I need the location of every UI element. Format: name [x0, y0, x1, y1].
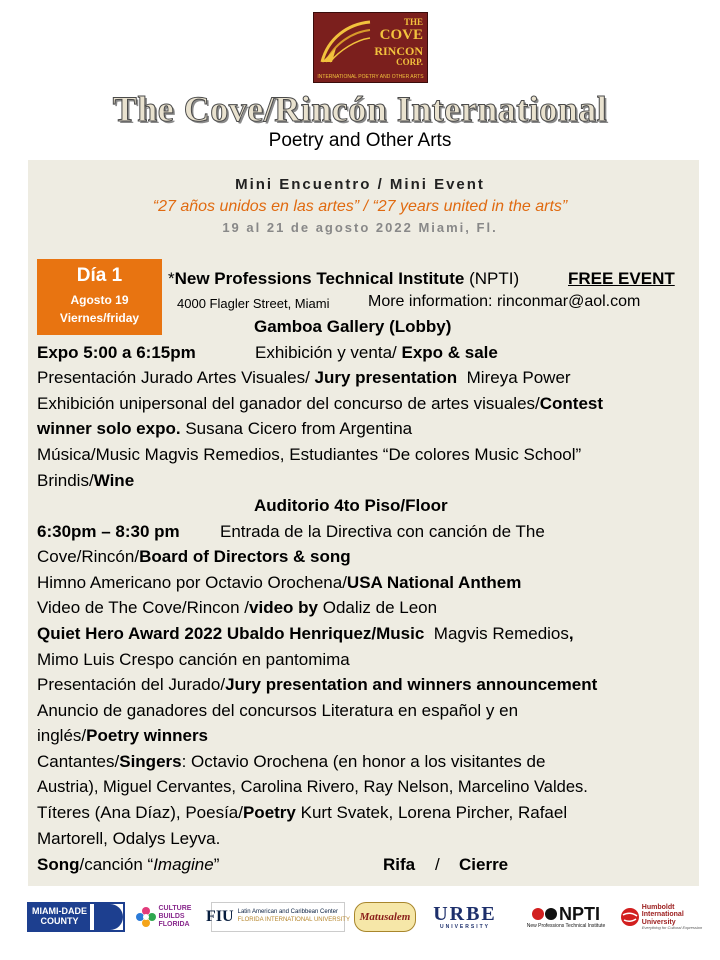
poets-line-2: Martorell, Odalys Leyva. — [37, 829, 221, 848]
humboldt-university-logo: Humboldt International University Everything for Cultural Expression — [620, 902, 702, 932]
auditorium-heading: Auditorio 4to Piso/Floor — [254, 496, 448, 515]
separator: / — [435, 855, 440, 874]
culture-builds-florida-logo: CULTURE BUILDS FLORIDA — [134, 902, 204, 932]
award-line: Quiet Hero Award 2022 Ubaldo Henriquez/Music Magvis Remedios, — [37, 624, 574, 643]
page-subtitle: Poetry and Other Arts — [268, 130, 452, 151]
globe-icon — [620, 907, 640, 927]
venue-abbr: (NPTI) — [469, 269, 520, 288]
npti-dot-icon-2 — [545, 908, 557, 920]
mime-line: Mimo Luis Crespo canción en pantomima — [37, 650, 350, 669]
logo-line-3: RINCON — [374, 44, 423, 58]
day-label: Día 1 — [76, 265, 123, 286]
board-line-2: Cove/Rincón/Board of Directors & song — [37, 547, 351, 566]
singers-line-2: Austria), Miguel Cervantes, Carolina Rivero, Ray Nelson, Marcelino Valdes. — [37, 778, 588, 796]
event-slogan: “27 años unidos en las artes” / “27 years united in the arts” — [152, 198, 568, 215]
literature-line-1: Anuncio de ganadores del concursos Literatura en español y en — [37, 701, 519, 720]
board-line-1: Entrada de la Directiva con canción de The — [220, 522, 545, 541]
wine-line: Brindis/Wine — [37, 471, 135, 490]
free-event-label: FREE EVENT — [568, 269, 675, 288]
expo-desc: Exhibición y venta/ Expo & sale — [255, 343, 498, 362]
logo-line-4: CORP. — [396, 57, 423, 67]
event-name: Mini Encuentro / Mini Event — [235, 176, 485, 193]
show-time-line: 6:30pm – 8:30 pm — [37, 522, 180, 541]
closing-label: Cierre — [459, 855, 509, 874]
jury-line: Presentación Jurado Artes Visuales/ Jury presentation Mireya Power — [37, 368, 571, 387]
contact-info: More information: rinconmar@aol.com — [368, 293, 641, 310]
day-badge — [37, 259, 162, 335]
day-weekday: Viernes/friday — [59, 311, 140, 325]
contest-line-1: Exhibición unipersonal del ganador del concurso de artes visuales/Contest — [37, 394, 604, 413]
venue-name: New Professions Technical Institute — [174, 269, 465, 288]
fiu-lacc-logo: FIU Latin American and Caribbean Center FLORIDA INTERNATIONAL UNIVERSITY — [211, 902, 345, 932]
video-line: Video de The Cove/Rincon /video by Odaliz de Leon — [37, 598, 438, 617]
npti-logo: NPTI New Professions Technical Institute — [526, 904, 606, 929]
matusalem-logo: Matusalem — [354, 902, 416, 932]
flower-icon — [136, 907, 156, 927]
jury-winners-line: Presentación del Jurado/Jury presentation and winners announcement — [37, 675, 598, 694]
day-date: Agosto 19 — [70, 293, 129, 307]
page-title: The Cove/Rincón International — [112, 89, 608, 129]
expo-line: Expo 5:00 a 6:15pm — [37, 343, 196, 362]
logo-line-1: THE — [403, 17, 423, 27]
event-dates: 19 al 21 de agosto 2022 Miami, Fl. — [222, 220, 498, 235]
music-line: Música/Music Magvis Remedios, Estudiantes “De colores Music School” — [37, 445, 582, 464]
song-line: Song/canción “Imagine” — [37, 855, 220, 874]
singers-line-1: Cantantes/Singers: Octavio Orochena (en honor a los visitantes de — [37, 752, 546, 771]
raffle-label: Rifa — [383, 855, 416, 874]
anthem-line: Himno Americano por Octavio Orochena/USA National Anthem — [37, 573, 522, 592]
logo-tagline: INTERNATIONAL POETRY AND OTHER ARTS — [317, 74, 424, 80]
contest-line-2: winner solo expo. Susana Cicero from Argentina — [37, 419, 413, 438]
gallery-heading: Gamboa Gallery (Lobby) — [254, 317, 452, 336]
npti-dot-icon — [532, 908, 544, 920]
literature-line-2: inglés/Poetry winners — [37, 726, 209, 745]
puppets-line: Títeres (Ana Díaz), Poesía/Poetry Kurt Svatek, Lorena Pircher, Rafael — [37, 803, 568, 822]
miami-dade-logo: MIAMI-DADE COUNTY — [27, 902, 125, 932]
logo-line-2: COVE — [379, 27, 423, 43]
sponsor-strip — [0, 896, 720, 940]
quill-swirl-icon — [318, 18, 374, 66]
urbe-university-logo: URBE UNIVERSITY — [433, 903, 497, 930]
venue-line: *New Professions Technical Institute (NPTI) — [168, 269, 520, 288]
venue-address: 4000 Flagler Street, Miami — [177, 296, 330, 311]
cove-rincon-logo — [313, 12, 428, 83]
